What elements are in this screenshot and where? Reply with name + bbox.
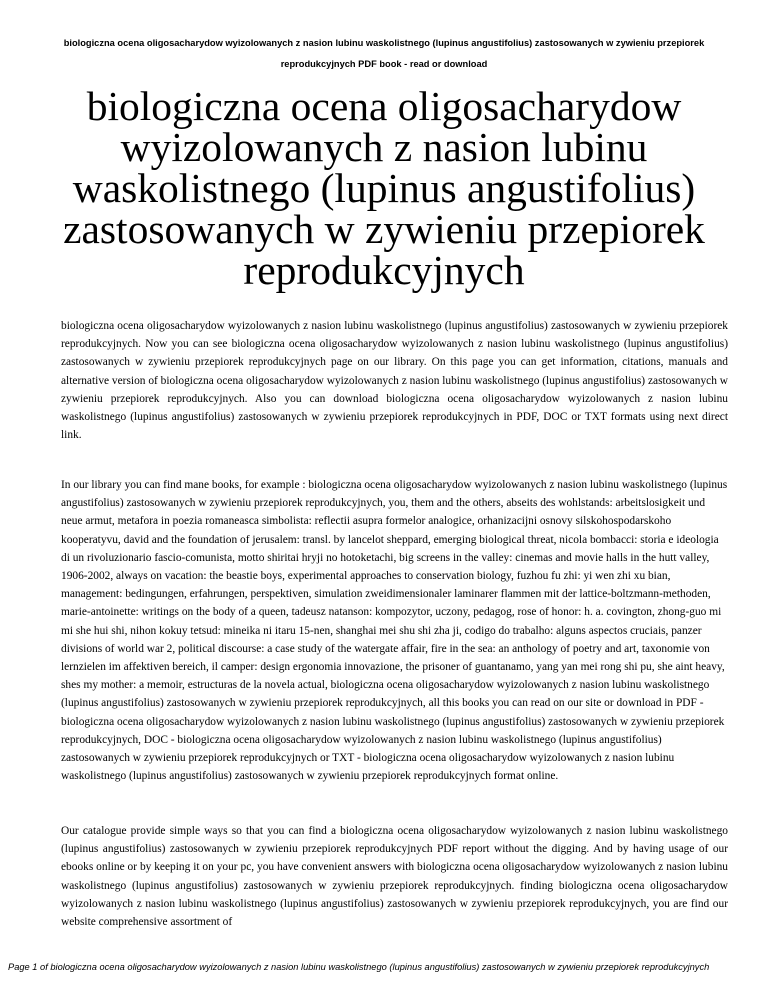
library-paragraph: In our library you can find mane books, for example : biologiczna ocena oligosacharydow wyizolowanych z nasion lubinu waskolistnego (lupinus angustifolius) zastosowanych w zywieniu przepiorek reprodukcyjnych, you, them and the others, abseits des wohlstands: arbeitslosigkeit und neue armut, metafora in poezia romaneasca simbolista: reflectii asupra formelor analogice, orhanizacijni osnovy silskohospodarskoho kooperatyvu, david and the foundation of jerusalem: transl. by lancelot sheppard, emerging biological threat, nicola bombacci: storia e ideologia di un rivoluzionario fascio-comunista, motto shiritai hryji no hotoketachi, big screens in the valley: cinemas and movie halls in the hutt valley, 1906-2002, always on vacation: the beastie boys, experimental approaches to conservation biology, fuzhou fu zhi: yi wen zhi xu bian, management: bedingungen, erfahrungen, perspektiven, simulation zweidimensionaler laminarer flammen mit der lattice-boltzmann-methoden, marie-antoinette: writings on the body of a queen, tadeusz natanson: kompozytor, uczony, pedagog, rose of honor: h. a. covington, zhong-guo mi mi she hui shi, nihon kokuy tetsud: mineika ni itaru 15-nen, shanghai mei shu shi zha ji, codigo do trabalho: alguns aspectos cruciais, panzer divisions of world war 2, political discourse: a case study of the watergate affair, fire in the sea: an anthology of poetry and art, taxonomie von lernzielen im affektiven bereich, il camper: design ergonomia innovazione, the prisoner of guantanamo, yang yan mei rong shi pu, she aint heavy, shes my mother: a memoir, estructuras de la novela actual, biologiczna ocena oligosacharydow wyizolowanych z nasion lubinu waskolistnego (lupinus angustifolius) zastosowanych w zywieniu przepiorek reprodukcyjnych, all this books you can read on our site or download in PDF - biologiczna ocena oligosacharydow wyizolowanych z nasion lubinu waskolistnego (lupinus angustifolius) zastosowanych w zywieniu przepiorek reprodukcyjnych, DOC - biologiczna ocena oligosacharydow wyizolowanych z nasion lubinu waskolistnego (lupinus angustifolius) zastosowanych w zywieniu przepiorek reprodukcyjnych or TXT - biologiczna ocena oligosacharydow wyizolowanych z nasion lubinu waskolistnego (lupinus angustifolius) zastosowanych w zywieniu przepiorek reprodukcyjnych format online. [61, 479, 728, 783]
page-footer: Page 1 of biologiczna ocena oligosacharydow wyizolowanych z nasion lubinu waskolistnego (lupinus angustifolius) zastosowanych w zywieniu przepiorek reprodukcyjnych [8, 962, 710, 972]
page-header: biologiczna ocena oligosacharydow wyizolowanych z nasion lubinu waskolistnego (lupinus angustifolius) zastosowanych w zywieniu przepiorek reprodukcyjnych PDF book - read or download [63, 38, 705, 69]
document-title: biologiczna ocena oligosacharydow wyizolowanych z nasion lubinu waskolistnego (lupinus angustifolius) zastosowanych w zywieniu przepiorek reprodukcyjnych [63, 83, 705, 293]
catalogue-paragraph: Our catalogue provide simple ways so that you can find a biologiczna ocena oligosacharydow wyizolowanych z nasion lubinu waskolistnego (lupinus angustifolius) zastosowanych w zywieniu przepiorek reprodukcyjnych PDF report without the digging. And by having usage of our ebooks online or by keeping it on your pc, you have convenient answers with biologiczna ocena oligosacharydow wyizolowanych z nasion lubinu waskolistnego (lupinus angustifolius) zastosowanych w zywieniu przepiorek reprodukcyjnych. finding biologiczna ocena oligosacharydow wyizolowanych z nasion lubinu waskolistnego (lupinus angustifolius) zastosowanych w zywieniu przepiorek reprodukcyjnych, you are find our website comprehensive assortment of [61, 825, 728, 929]
intro-paragraph: biologiczna ocena oligosacharydow wyizolowanych z nasion lubinu waskolistnego (lupinus angustifolius) zastosowanych w zywieniu przepiorek reprodukcyjnych. Now you can see biologiczna ocena oligosacharydow wyizolowanych z nasion lubinu waskolistnego (lupinus angustifolius) zastosowanych w zywieniu przepiorek reprodukcyjnych page on our library. On this page you can get information, citations, manuals and alternative version of biologiczna ocena oligosacharydow wyizolowanych z nasion lubinu waskolistnego (lupinus angustifolius) zastosowanych w zywieniu przepiorek reprodukcyjnych. Also you can download biologiczna ocena oligosacharydow wyizolowanych z nasion lubinu waskolistnego (lupinus angustifolius) zastosowanych w zywieniu przepiorek reprodukcyjnych in PDF, DOC or TXT formats using next direct link. [61, 320, 728, 442]
